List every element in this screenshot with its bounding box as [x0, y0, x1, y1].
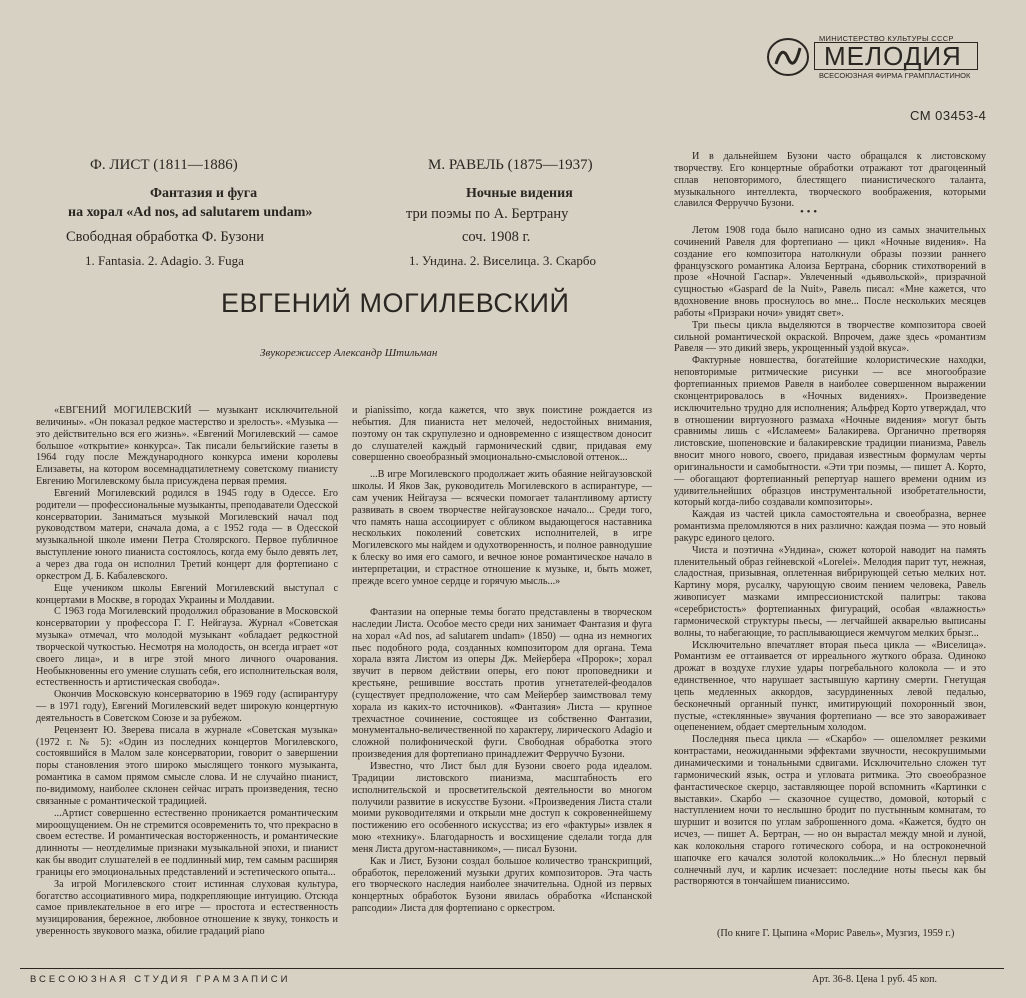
liszt-arrangement: Свободная обработка Ф. Бузони: [66, 229, 265, 245]
performer-name: ЕВГЕНИЙ МОГИЛЕВСКИЙ: [221, 288, 570, 318]
paragraph: Фантазии на оперные темы богато представлены в творческом наследии Листа. Особое место среди них занимает Фантазия и фуга на хорал «Ad nos, ad salutarem undam» (1850) — одна из немногих пьес подобного рода, созданных композитором для органа. Тема хорала взята Листом из оперы Дж. Мейербера «Пророк»; хорал звучит в первом действии оперы, его поют проповедники и крестьяне, решившие восстать против угнетателей-феодалов (существует предположение, что сам Мейербер заимствовал тему хорала из каких-то источников). «Фантазия» Листа — крупное трехчастное сочинение, состоящее из собственно Фантазии, монументально-величественной по характеру, лирического Adagio и сложной полифонической фуги. Свободная обработка этого произведения для фортепиано принадлежит Ферруччо Бузони.: [352, 607, 652, 761]
column-2-top: [352, 405, 652, 588]
liszt-movements: 1. Fantasia. 2. Adagio. 3. Fuga: [85, 253, 244, 268]
paragraph: Окончив Московскую консерваторию в 1969 году (аспирантуру — в 1971 году), Евгений Могилевский ведет широкую концертную деятельность в Советском Союзе и за рубежом.: [36, 689, 338, 724]
paragraph: ...Артист совершенно естественно проникается романтическим мироощущением. Он не стремится осовременить то, что прекрасно в своем естестве. И романтическая восторженность, и романтические длинноты — неотделимые признаки музыкальной эпохи, и пианист как бы вводит слушателей в ее подлинный мир, тем самым расширяя границы его эмоциональных представлений и эстетического опыта...: [36, 807, 338, 878]
paragraph: Последняя пьеса цикла — «Скарбо» — ошеломляет резкими контрастами, неожиданными эффектами звучности, несокрушимыми динамическими и тональными сдвигами. Исключительно сложен тут гармонический язык, остра и угловата ритмика. Это своеобразное фантастическое скерцо, заставляющее порой вспомнить «Картинки с выставки». Скарбо — сказочное существо, домовой, который с наступлением ночи то неслышно бродит по пустынным комнатам, то шуршит и возится по углам заброшенного дома. «Кажется, будто он исчез, — пишет А. Бертран, — но он вырастал между мной и луной, как колокольня старого готического собора, и на остроконечной шапочке его качался золотой колокольчик...» Но блеснул первый солнечный луч, и карлик исчезает: последние ноты пьесы как бы растворяются в тончайшем пианиссимо.: [674, 734, 986, 888]
ravel-subtitle: три поэмы по А. Бертрану: [406, 206, 569, 222]
paragraph: Евгений Могилевский родился в 1945 году в Одессе. Его родители — профессиональные музыканты, преподаватели Одесской консерватории. Заниматься музыкой Могилевский начал под руководством матери, сначала дома, а с 1952 года — в Одесской музыкальной школе имени Петра Столярского. Первое публичное выступление юного пианиста состоялось, когда ему было девять лет, а через два года он исполнил Третий концерт для фортепиано с оркестром Д. Б. Кабалевского.: [36, 487, 338, 582]
ravel-title: Ночные видения: [466, 186, 573, 201]
section-separator: • • •: [800, 206, 818, 218]
paragraph: Летом 1908 года было написано одно из самых значительных сочинений Равеля для фортепиано — цикл «Ночные видения». На создание его композитора натолкнули образы поэзии раннего французского романтика Алоиза Бертрана, сборник стихотворений в прозе «Ночной Гаспар». Увлеченный «дьявольской», призрачной сущностью «Gaspard de la Nuit», Равель писал: «Мне кажется, что вдохновение вновь проснулось во мне... После нескольких месяцев работы «Призраки ночи» увидят свет».: [674, 225, 986, 319]
ravel-opus: соч. 1908 г.: [462, 229, 531, 245]
melodiya-emblem-icon: [766, 36, 810, 78]
paragraph: Еще учеником школы Евгений Могилевский выступал с концертами в Москве, в городах Украины и Молдавии.: [36, 582, 338, 606]
paragraph: Как и Лист, Бузони создал большое количество транскрипций, обработок, переложений музыки других композиторов. Эта часть его творческого наследия наиболее значительна. Одной из первых концертных обработок Бузони явилась обработка «Испанской рапсодии» Листа для фортепиано с оркестром.: [352, 855, 652, 915]
paragraph: Три пьесы цикла выделяются в творчестве композитора своей сильной романтической окраской. Впрочем, даже здесь «романтизм Равеля — это дикий зверь, укрощенный уздой вкуса».: [674, 319, 986, 355]
paragraph: Известно, что Лист был для Бузони своего рода идеалом. Традиции листовского пианизма, масштабность его исполнительской и просветительской деятельности во многом получили развитие в искусстве Бузони. «Произведения Листа стали моими руководителями и открыли мне доступ к сокровеннейшему постижению его особенного искусства; из его «фактуры» извлек я мою «технику». Благодарность и восхищение сделали тогда для меня Листа другом-наставником», — писал Бузони.: [352, 760, 652, 855]
ministry-text: МИНИСТЕРСТВО КУЛЬТУРЫ СССР: [819, 34, 954, 43]
paragraph: С 1963 года Могилевский продолжил образование в Московской консерватории у профессора Г. Г. Нейгауза. Журнал «Советская музыка» отмечал, что молодой музыкант «обладает редкостной творческой чуткостью. Несмотря на молодость, он всегда играет «от своего лица», и в игре этой много личного очарования. Необыкновенны его умение слушать себя, его исполнительская воля, естественность и артистическая свобода».: [36, 606, 338, 689]
column-3-top: [674, 151, 986, 210]
brand-name: МЕЛОДИЯ: [824, 41, 962, 71]
paragraph: и pianissimo, когда кажется, что звук поистине рождается из небытия. Для пианиста нет мелочей, недостойных внимания, поэтому он так скрупулезно и одновременно с изяществом доносит до слушателей каждый гармонический сдвиг, придавая ему совершенно своеобразный эмоционально-смысловой оттенок...: [352, 405, 652, 464]
liszt-title-line2: на хорал «Ad nos, ad salutarem undam»: [68, 205, 313, 220]
column-3-main: [674, 225, 986, 888]
paragraph: И в дальнейшем Бузони часто обращался к листовскому творчеству. Его концертные обработки отражают тот драгоценный сплав неповторимого, блестящего пианистического таланта, музыкального интеллекта, творческого воображения, которыми славился Ферруччо Бузони.: [674, 151, 986, 210]
liszt-composer: Ф. ЛИСТ (1811—1886): [90, 157, 238, 173]
melodiya-logo: [764, 30, 982, 84]
studio-name: ВСЕСОЮЗНАЯ СТУДИЯ ГРАМЗАПИСИ: [30, 974, 291, 985]
firm-text: ВСЕСОЮЗНАЯ ФИРМА ГРАМПЛАСТИНОК: [819, 71, 971, 80]
catalog-number: СМ 03453-4: [910, 108, 987, 123]
column-1: [36, 405, 338, 938]
paragraph: «ЕВГЕНИЙ МОГИЛЕВСКИЙ — музыкант исключительной величины». «Он показал редкое мастерство и зрелость». «Музыка — это действительно вся его жизнь». «Евгений Могилевский — самое большое «открытие» конкурса». Так писали бельгийские газеты в 1964 году после Международного конкурса имени королевы Елизаветы, на котором восемнадцатилетнему советскому пианисту Евгению Могилевскому была присуждена первая премия.: [36, 405, 338, 488]
source-citation: (По книге Г. Цыпина «Морис Равель», Музгиз, 1959 г.): [717, 928, 955, 939]
paragraph: За игрой Могилевского стоит истинная слуховая культура, богатство ассоциативного мира, подкрепляющие интуицию. Отсюда самое привлекательное в его игре — простота и естественность музицирования, бережное, любовное отношение к звуку, тонкость и уверенность звукового мазка, обилие градаций piano: [36, 878, 338, 938]
sound-engineer: Звукорежиссер Александр Штильман: [260, 347, 438, 359]
ravel-movements: 1. Ундина. 2. Виселица. 3. Скарбо: [409, 253, 596, 268]
footer-divider: [20, 968, 1004, 969]
column-2-bottom: [352, 607, 652, 915]
paragraph: Исключительно впечатляет вторая пьеса цикла — «Виселица». Романтизм ее оттаивается от ирреального жуткого образа. Одиноко дрожат в воздухе глухие удары погребального колокола — и это единственное, что нарушает застывшую картину смерти. Гнетущая цепь медленных аккордов, засурдиненных левой педалью, бесконечный органный пункт, имитирующий похоронный звон, пустые, «стеклянные» звучания фортепиано — все это завораживает оцепенением, обдает смертельным холодом.: [674, 639, 986, 734]
liszt-title-line1: Фантазия и фуга: [150, 186, 258, 201]
paragraph: ...В игре Могилевского продолжает жить обаяние нейгаузовской школы. И Яков Зак, руководитель Могилевского в аспирантуре, — сам ученик Нейгауза — всячески помогает талантливому артисту развивать в своем творчестве нейгаузовское начало... Среди того, что память наша ассоциирует с обликом выдающегося наставника нескольких поколений советских исполнителей, в игре Могилевского мы найдем и одухотворенность, и полное равнодушие к блеску во имя его самого, и вечное юное романтическое начало в интерпретации, и страстное отношение к музыке, и, быть может, прежде всего умное сердце и горячую мысль...»: [352, 469, 652, 587]
ravel-composer: М. РАВЕЛЬ (1875—1937): [428, 157, 593, 173]
paragraph: Каждая из частей цикла самостоятельна и своеобразна, вернее романтизма преломляются в них различно: каждая поэма — это новый ракурс единого целого.: [674, 509, 986, 544]
paragraph: Рецензент Ю. Зверева писала в журнале «Советская музыка» (1972 г. № 5): «Один из последних концертов Могилевского, состоявшийся в Малом зале консерватории, говорит о завершении поры становления этого широко мыслящего тонкого музыканта, романтика в самом прямом смысле слова. И не случайно пианист, по-видимому, наиболее склонен сейчас играть произведения, тесно связанные с романтической традицией.: [36, 724, 338, 807]
paragraph: Фактурные новшества, богатейшие колористические находки, неповторимые ритмические рисунки — все многообразие фортепианных приемов Равеля в наиболее совершенном выражении сконцентрировалось в «Ночных видениях». Произведение исключительно трудно для исполнения; Альфред Корто утверждал, что в отношении виртуозного размаха «Ночные видения» могут быть сравнимы лишь с «Исламеем» Балакирева. Органично претворяя листовские, шопеновские и балакиревские традиции пианизма, Равель вносит много нового, своего, придавая известным формулам черты оригинальности и самобытности. «Эти три поэмы, — пишет А. Корто, — обогащают фортепианный репертуар нашего времени одним из удивительнейших образцов инструментальной изобретательности, который когда-либо создавали композиторы».: [674, 355, 986, 509]
price-info: Арт. 36-8. Цена 1 руб. 45 коп.: [812, 974, 938, 985]
paragraph: Чиста и поэтична «Ундина», сюжет которой наводит на память пленительный образ гейневской «Lorelei». Мелодия парит тут, нежная, сладостная, призывная, оплетенная вибрирующей сетью мелких нот. Картину моря, русалку, чарующую своим пением человека, Равель живописует мазками импрессионистской палитры: такова «серебристость» фортепианных фигураций, особая «влажность» гармонической структуры пьесы, — легчайшей акварелью выписаны волны, то набегающие, то расплывающиеся жемчугом мелких брызг...: [674, 544, 986, 639]
